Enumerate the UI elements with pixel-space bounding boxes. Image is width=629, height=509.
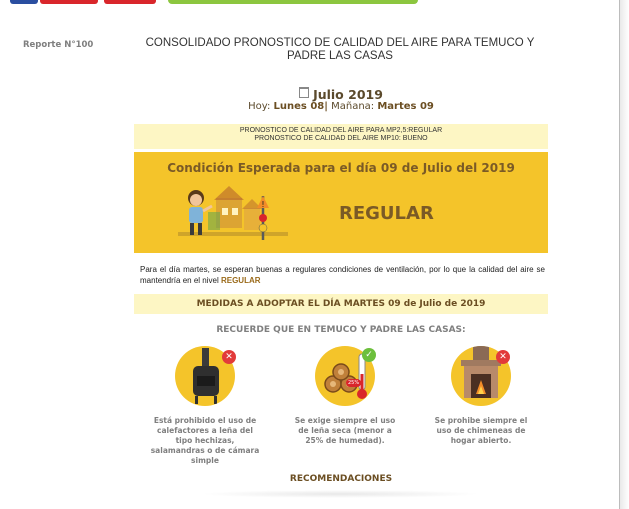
measures-title: MEDIDAS A ADOPTAR EL DÍA MARTES 09 de Julio de 2019 [134,294,548,314]
girl-houses-illustration-icon [178,182,288,244]
svg-text:!: ! [261,200,265,209]
calendar-icon [299,87,309,98]
condition-panel [134,152,548,253]
tip-dry-wood-text: Se exige siempre el uso de leña seca (menor a 25% de humedad). [294,416,396,445]
header-banner-green [168,0,418,4]
page-shadow [620,0,629,509]
forecast-mp10: PRONOSTICO DE CALIDAD DEL AIRE MP10: BUENO [254,135,428,142]
top-header-strip [0,0,160,5]
report-title: CONSOLIDADO PRONOSTICO DE CALIDAD DEL AIRE PARA TEMUCO Y PADRE LAS CASAS [145,37,535,62]
header-stripe-red-2 [104,0,156,4]
forecast-summary [134,124,548,149]
recommendations-heading: RECOMENDACIONES [289,474,393,484]
moisture-label: 25% [348,380,360,386]
header-stripe-blue [10,0,38,4]
divider-shadow [200,490,480,498]
today-label: Hoy: [248,101,271,112]
approved-badge-icon: ✓ [362,348,376,362]
condition-value: REGULAR [339,203,434,224]
date-line [134,101,548,112]
month-year: Julio 2019 [313,87,383,102]
month-heading [134,87,548,102]
description-level: REGULAR [220,276,261,285]
report-number: Reporte N°100 [23,40,94,50]
prohibited-badge-icon: ✕ [496,350,510,364]
today-value: Lunes 08 [273,101,325,112]
tip-stove-text: Está prohibido el uso de calefactores a leña del tipo hechizas, salamandras o de cámara simple [150,416,260,465]
tip-fireplace-text: Se prohibe siempre el uso de chimeneas de hogar abierto. [434,416,528,445]
date-separator: | [324,101,328,112]
tomorrow-value: Martes 09 [377,101,434,112]
forecast-mp25: PRONOSTICO DE CALIDAD DEL AIRE PARA MP2,5:REGULAR [239,127,443,134]
prohibited-badge-icon: ✕ [222,350,236,364]
header-stripe-red [40,0,98,4]
tomorrow-label: Mañana: [331,101,375,112]
condition-title: Condición Esperada para el día 09 de Julio del 2019 [167,161,515,175]
remember-heading: RECUERDE QUE EN TEMUCO Y PADRE LAS CASAS: [216,325,466,335]
description [140,264,545,286]
description-text: Para el día martes, se esperan buenas a regulares condiciones de ventilación, por lo que la calidad del aire se mantendría en el nivel [140,265,545,285]
